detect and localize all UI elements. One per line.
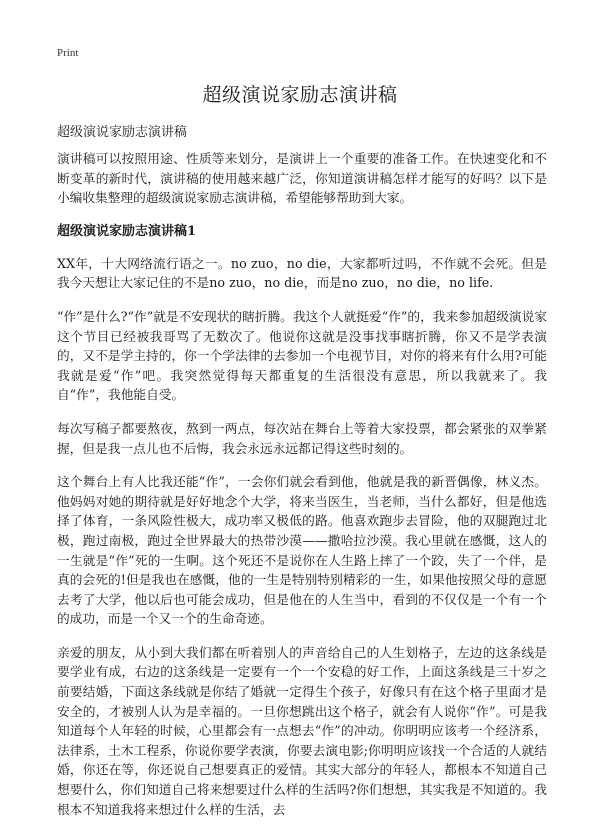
intro-paragraph: 演讲稿可以按照用途、性质等来划分，是演讲上一个重要的准备工作。在快速变化和不断变革的新时代，演讲稿的使用越来越广泛，你知道演讲稿怎样才能写的好吗？以下是小编收集整理的超级演说家励志演讲稿，希望能够帮助到大家。	[57, 151, 547, 206]
print-label: Print	[57, 47, 79, 59]
body-paragraph: 这个舞台上有人比我还能“作”，一会你们就会看到他，他就是我的新晋偶像，林义杰。他妈妈对她的期待就是好好地念个大学，将来当医生，当老师，当什么都好，但是他选择了体育，一条风险性极大，成功率又极低的路。他喜欢跑步去冒险，他的双腿跑过北极，跑过南极，跑过全世界最大的热带沙漠——撒哈拉沙漠。我心里就在感慨，这人的一生就是“作”死的一生啊。这个死还不是说你在人生路上摔了一个跤，失了一个伴，是真的会死的!但是我也在感慨，他的一生是特别特别精彩的一生，如果他按照父母的意愿去考了大学，他以后也可能会成功，但是他在的人生当中，看到的不仅仅是一个有一个的成功，而是一个又一个的生命奇迹。	[57, 474, 547, 627]
body-paragraph: 每次写稿子都要熬夜，熬到一两点，每次站在舞台上等着大家投票，都会紧张的双拳紧握，但是我一点儿也不后悔，我会永远永远都记得这些时刻的。	[57, 420, 547, 456]
document-body	[57, 149, 547, 833]
body-paragraph: “作”是什么?“作”就是不安现状的瞎折腾。我这个人就挺爱“作”的，我来参加超级演说家这个节目已经被我哥骂了无数次了。他说你这就是没事找事瞎折腾，你又不是学表演的，又不是学主持的，你一个学法律的去参加一个电视节目，对你的将来有什么用?可能我就是爱“作”吧。我突然觉得每天都重复的生活很没有意思，所以我就来了。我自“作”，我他能自受。	[57, 308, 547, 403]
document-title: 超级演说家励志演讲稿	[202, 84, 398, 106]
body-paragraph: 亲爱的朋友，从小到大我们都在听着别人的声音给自己的人生划格子，左边的这条线是要学业有成，右边的这条线是一定要有一个一个安稳的好工作，上面这条线是三十岁之前要结婚，下面这条线就是你结了婚就一定得生个孩子，好像只有在这个格子里面才是安全的，才被别人认为是幸福的。一旦你想跳出这个格子，就会有人说你“作”。可是我知道每个人年轻的时候，心里都会有一点想去“作”的冲动。你明明应该考一个经济系，法律系，土木工程系，你说你要学表演，你要去演电影;你明明应该找一个合适的人就结婚，你还在等，你还说自己想要真正的爱情。其实大部分的年轻人，都根本不知道自己想要什么，你们知道自己将来想要过什么样的生活吗?你们想想，其实我是不知道的。我根本不知道我将来想过什么样的生活，去	[57, 644, 547, 817]
document-subtitle: 超级演说家励志演讲稿	[57, 125, 188, 140]
body-paragraph: XX年，十大网络流行语之一。no zuo，no die，大家都听过吗，不作就不会死。但是我今天想让大家记住的不是no zuo，no die，而是no zuo，no die，no life.	[57, 255, 547, 291]
section-heading: 超级演说家励志演讲稿1	[57, 223, 197, 239]
